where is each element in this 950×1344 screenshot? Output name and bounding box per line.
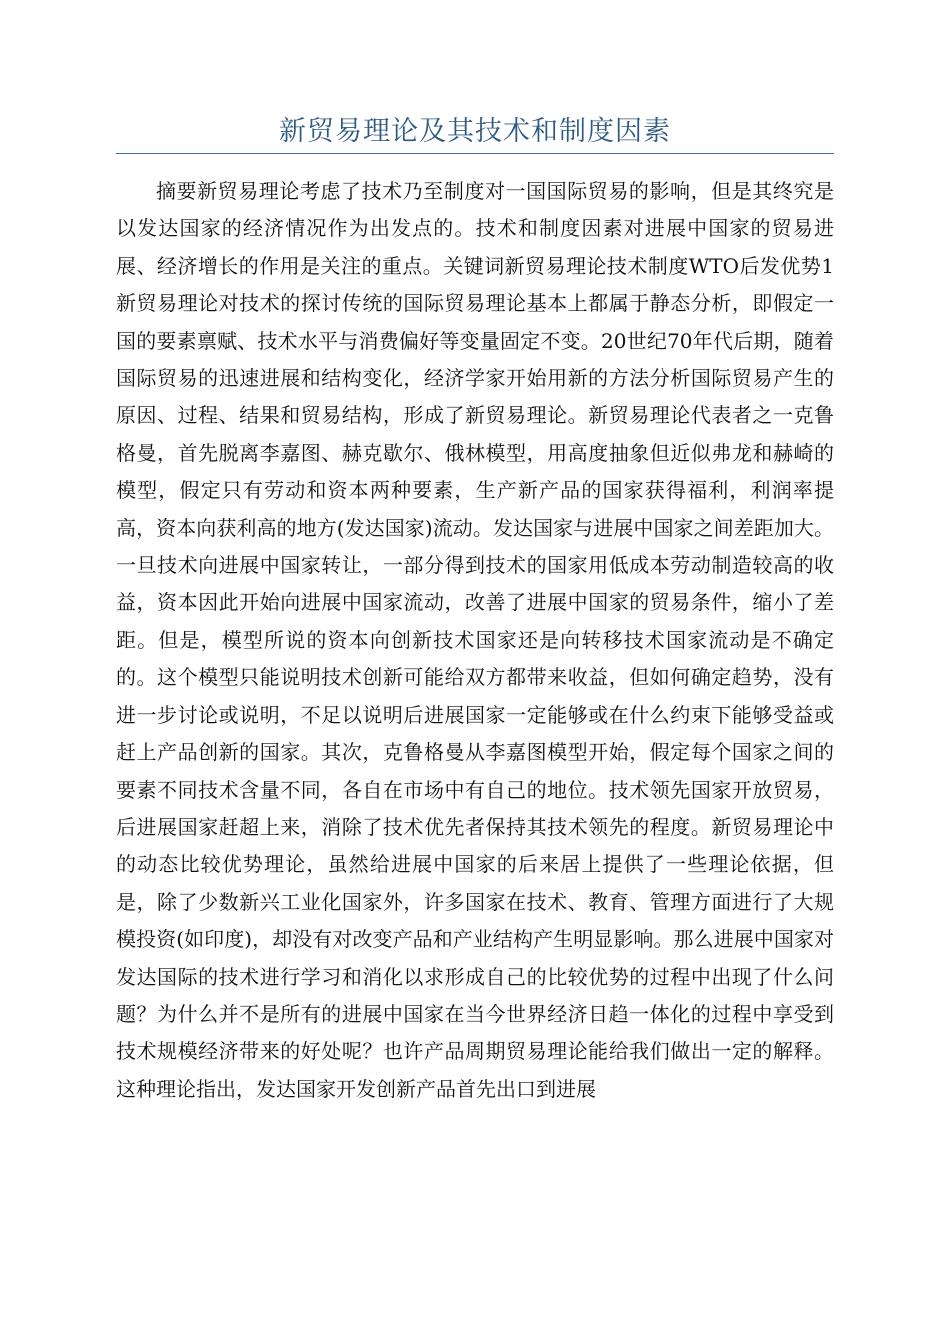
page-title: 新贸易理论及其技术和制度因素 [279,116,671,147]
title-underline [116,153,834,154]
body-paragraph: 摘要新贸易理论考虑了技术乃至制度对一国国际贸易的影响，但是其终究是以发达国家的经济情况作为出发点的。技术和制度因素对进展中国家的贸易进展、经济增长的作用是关注的重点。关键词新贸易理论技术制度WTO后发优势1新贸易理论对技术的探讨传统的国际贸易理论基本上都属于静态分析，即假定一国的要素禀赋、技术水平与消费偏好等变量固定不变。20世纪70年代后期，随着国际贸易的迅速进展和结构变化，经济学家开始用新的方法分析国际贸易产生的原因、过程、结果和贸易结构，形成了新贸易理论。新贸易理论代表者之一克鲁格曼，首先脱离李嘉图、赫克歇尔、俄林模型，用高度抽象但近似弗龙和赫崎的模型，假定只有劳动和资本两种要素，生产新产品的国家获得福利，利润率提高，资本向获利高的地方(发达国家)流动。发达国家与进展中国家之间差距加大。一旦技术向进展中国家转让，一部分得到技术的国家用低成本劳动制造较高的收益，资本因此开始向进展中国家流动，改善了进展中国家的贸易条件，缩小了差距。但是，模型所说的资本向创新技术国家还是向转移技术国家流动是不确定的。这个模型只能说明技术创新可能给双方都带来收益，但如何确定趋势，没有进一步讨论或说明，不足以说明后进展国家一定能够或在什么约束下能够受益或赶上产品创新的国家。其次，克鲁格曼从李嘉图模型开始，假定每个国家之间的要素不同技术含量不同，各自在市场中有自己的地位。技术领先国家开放贸易，后进展国家赶超上来，消除了技术优先者保持其技术领先的程度。新贸易理论中的动态比较优势理论，虽然给进展中国家的后来居上提供了一些理论依据，但是，除了少数新兴工业化国家外，许多国家在技术、教育、管理方面进行了大规模投资(如印度)，却没有对改变产品和产业结构产生明显影响。那么进展中国家对发达国际的技术进行学习和消化以求形成自己的比较优势的过程中出现了什么问题？为什么并不是所有的进展中国家在当今世界经济日趋一体化的过程中享受到技术规模经济带来的好处呢？也许产品周期贸易理论能给我们做出一定的解释。这种理论指出，发达国家开发创新产品首先出口到进展 [116,179,834,1101]
